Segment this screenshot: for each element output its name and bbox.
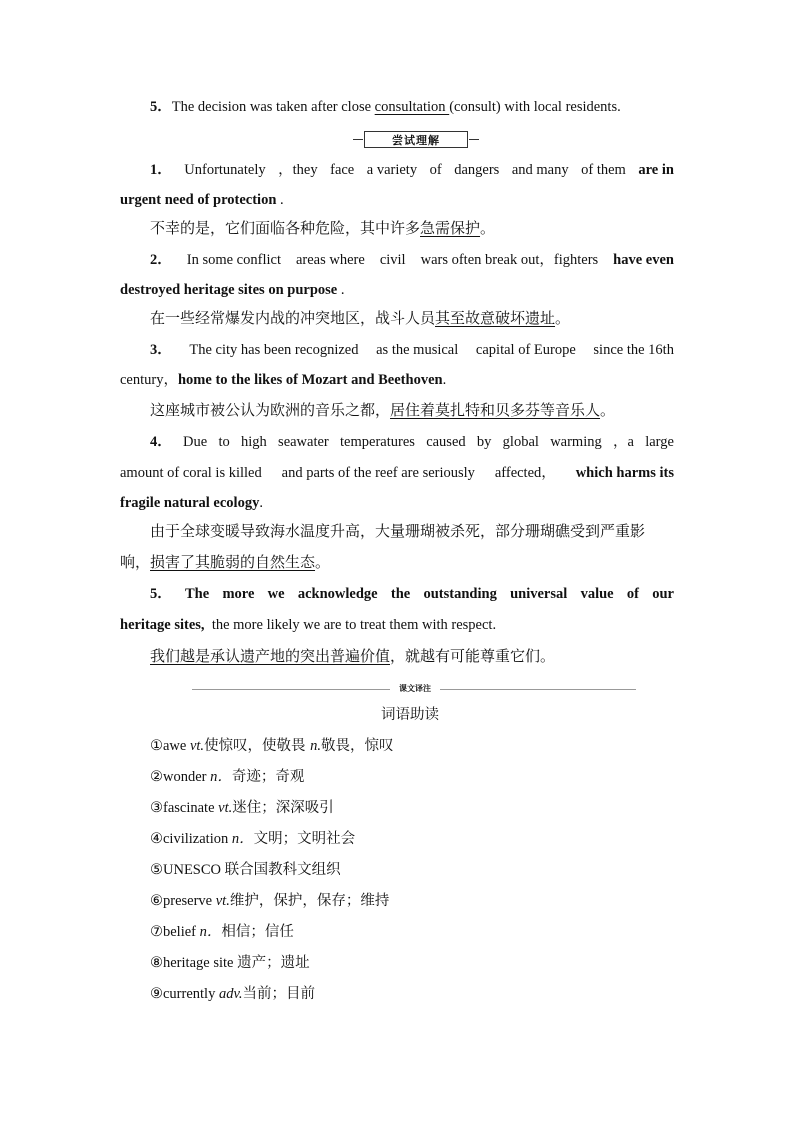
vocab-word: heritage site — [163, 955, 238, 971]
sentence-1-translation — [150, 218, 704, 238]
sentence-1-en-line-2 — [120, 190, 674, 210]
word: outstanding — [423, 586, 497, 602]
vocab-def: 文明；文明社会 — [253, 831, 356, 847]
word: wars often break out，fighters — [420, 252, 599, 268]
vocab-def: 迷住；深深吸引 — [232, 800, 334, 816]
exercise-item-5 — [150, 97, 674, 117]
translation-text: 这座城市被公认为欧洲的音乐之都， — [150, 401, 391, 419]
sentence-2-en-line-2 — [120, 280, 674, 300]
sentence-number: 5． — [150, 586, 172, 602]
translation-text: 。 — [600, 401, 616, 419]
vocab-pos: vt. — [218, 800, 233, 816]
vocab-pos: adv. — [218, 986, 243, 1002]
section-tag-label: 尝试理解 — [392, 133, 440, 147]
sentence-5-en-line-1 — [150, 584, 674, 604]
answer-blank: consultation — [374, 99, 450, 115]
sentence-2-en-line-1 — [150, 250, 674, 270]
vocab-marker: ⑨ — [150, 986, 163, 1002]
item-text: (consult) with local residents. — [449, 99, 621, 115]
sentence-3-en-line-2 — [120, 370, 674, 390]
vocab-pos: vt. — [189, 738, 205, 754]
vocab-item — [150, 891, 389, 911]
vocab-word: civilization — [163, 831, 232, 847]
word: more — [222, 586, 255, 602]
word: areas where — [295, 252, 365, 268]
sentence-3-translation — [150, 400, 704, 420]
vocab-item — [150, 829, 355, 849]
sentence-5-en-line-2 — [120, 615, 674, 635]
translation-key: 急需保护 — [420, 219, 481, 237]
word: temperatures — [340, 434, 415, 450]
item-text: The decision was taken after close — [171, 99, 375, 115]
word: The city has been recognized — [189, 342, 359, 358]
vocab-title-text: 词语助读 — [381, 707, 439, 723]
vocab-word: currently — [163, 986, 219, 1002]
vocab-item — [150, 798, 334, 818]
word: of — [429, 162, 442, 178]
word: capital of Europe — [475, 342, 576, 358]
word: ，they — [278, 162, 318, 178]
vocab-word: fascinate — [163, 800, 219, 816]
word: of — [626, 586, 639, 602]
word: ，a — [613, 434, 634, 450]
translation-key: 损害了其脆弱的自然生态 — [150, 553, 316, 571]
sentence-4-en-line-2 — [120, 463, 674, 483]
translation-text: 。 — [480, 219, 496, 237]
sentence-2-translation — [150, 308, 704, 328]
vocab-def: 联合国教科文组织 — [224, 862, 341, 878]
translation-text: ，就越有可能尊重它们。 — [390, 647, 556, 665]
vocab-item — [150, 860, 341, 880]
vocab-item — [150, 953, 310, 973]
vocab-def: 相信；信任 — [221, 924, 294, 940]
key-phrase: are in — [638, 162, 674, 178]
translation-text: 响， — [120, 553, 151, 571]
vocab-item — [150, 984, 315, 1004]
word: large — [645, 434, 674, 450]
key-phrase: destroyed heritage sites on purpose — [120, 282, 338, 298]
translation-text: 不幸的是，它们面临各种危险，其中许多 — [150, 219, 421, 237]
word: century， — [120, 372, 178, 388]
word: In some conflict — [186, 252, 281, 268]
key-phrase: have even — [613, 252, 674, 268]
word: the — [390, 586, 411, 602]
sentence-5-translation — [150, 646, 704, 666]
vocab-word: wonder — [163, 769, 211, 785]
translation-text: 。 — [315, 553, 331, 571]
word: The — [185, 586, 210, 602]
word: acknowledge — [297, 586, 378, 602]
word: face — [330, 162, 355, 178]
word: Unfortunately — [184, 162, 266, 178]
word: . — [337, 282, 345, 298]
translation-key: 我们越是承认遗产地的突出普遍价值 — [150, 647, 391, 665]
vocab-item — [150, 922, 294, 942]
vocab-marker: ⑤ — [150, 862, 163, 878]
key-phrase: heritage sites, — [120, 617, 205, 633]
word: our — [652, 586, 674, 602]
vocab-word: UNESCO — [163, 862, 225, 878]
section-tag-try — [364, 131, 468, 148]
word: warming — [550, 434, 602, 450]
word: high — [241, 434, 267, 450]
word: by — [476, 434, 492, 450]
translation-text: 。 — [555, 309, 571, 327]
translation-key: 其至故意破坏遗址 — [435, 309, 556, 327]
vocab-def: 当前；目前 — [242, 986, 315, 1002]
word: . — [442, 372, 447, 388]
vocab-marker: ① — [150, 738, 163, 754]
word: global — [502, 434, 539, 450]
vocab-def: 维护，保护，保存；维持 — [229, 893, 390, 909]
key-phrase: urgent need of protection — [120, 192, 277, 208]
key-phrase: fragile natural ecology — [120, 495, 260, 511]
vocab-pos: n． — [231, 831, 254, 847]
word: value — [580, 586, 614, 602]
vocab-def: 敬畏，惊叹 — [321, 738, 394, 754]
vocab-pos: n. — [310, 738, 322, 754]
word: we — [267, 586, 285, 602]
sentence-1-en-line-1 — [150, 160, 674, 180]
word: and many — [511, 162, 569, 178]
vocab-def: 奇迹；奇观 — [231, 769, 305, 785]
word: . — [276, 192, 284, 208]
vocab-marker: ④ — [150, 831, 163, 847]
vocab-marker: ⑧ — [150, 955, 163, 971]
word: as the musical — [376, 342, 459, 358]
vocab-marker: ② — [150, 769, 163, 785]
sentence-4-en-line-3 — [120, 493, 674, 513]
translation-text: 在一些经常爆发内战的冲突地区，战斗人员 — [150, 309, 436, 327]
vocab-word: belief — [163, 924, 200, 940]
vocab-title — [381, 705, 439, 725]
word: since the 16th — [593, 342, 674, 358]
word: of them — [581, 162, 626, 178]
vocab-word: preserve — [163, 893, 216, 909]
vocab-marker: ⑦ — [150, 924, 163, 940]
vocab-pos: n． — [199, 924, 222, 940]
sentence-number: 4． — [150, 434, 172, 450]
word: caused — [426, 434, 466, 450]
word: . — [259, 495, 263, 511]
vocab-pos: vt. — [215, 893, 230, 909]
word: civil — [379, 252, 406, 268]
sentence-number: 2． — [150, 252, 172, 268]
word: a variety — [366, 162, 418, 178]
word: the more likely we are to treat them with respect. — [211, 617, 497, 633]
vocab-pos: n． — [210, 769, 232, 785]
vocab-def: 使惊叹，使敬畏 — [204, 738, 311, 754]
word: to — [218, 434, 230, 450]
item-number: 5． — [150, 99, 172, 115]
sentence-4-en-line-1 — [150, 432, 674, 452]
vocab-marker: ⑥ — [150, 893, 163, 909]
sentence-3-en-line-1 — [150, 340, 674, 360]
vocab-def: 遗产；遗址 — [237, 955, 310, 971]
word: and parts of the reef are seriously — [281, 465, 475, 481]
vocab-item — [150, 767, 304, 787]
vocab-marker: ③ — [150, 800, 163, 816]
key-phrase: home to the likes of Mozart and Beethoven — [177, 372, 443, 388]
vocab-word: awe — [163, 738, 190, 754]
sentence-4-translation-line-2 — [120, 552, 674, 572]
sentence-number: 1． — [150, 162, 172, 178]
translation-key: 居住着莫扎特和贝多芬等音乐人 — [390, 401, 601, 419]
key-phrase: which harms its — [575, 465, 674, 481]
word: affected， — [494, 465, 556, 481]
word: amount of coral is killed — [120, 465, 262, 481]
sentence-number: 3． — [150, 342, 172, 358]
translation-text: 由于全球变暖导致海水温度升高，大量珊瑚被杀死，部分珊瑚礁受到严重影 — [150, 522, 646, 540]
word: seawater — [278, 434, 329, 450]
section-tag-notes — [390, 682, 440, 695]
word: dangers — [454, 162, 500, 178]
vocab-item — [150, 736, 394, 756]
word: Due — [183, 434, 208, 450]
sentence-4-translation-line-1 — [150, 521, 704, 541]
section-tag-label: 课文译注 — [399, 684, 431, 693]
word: universal — [510, 586, 568, 602]
